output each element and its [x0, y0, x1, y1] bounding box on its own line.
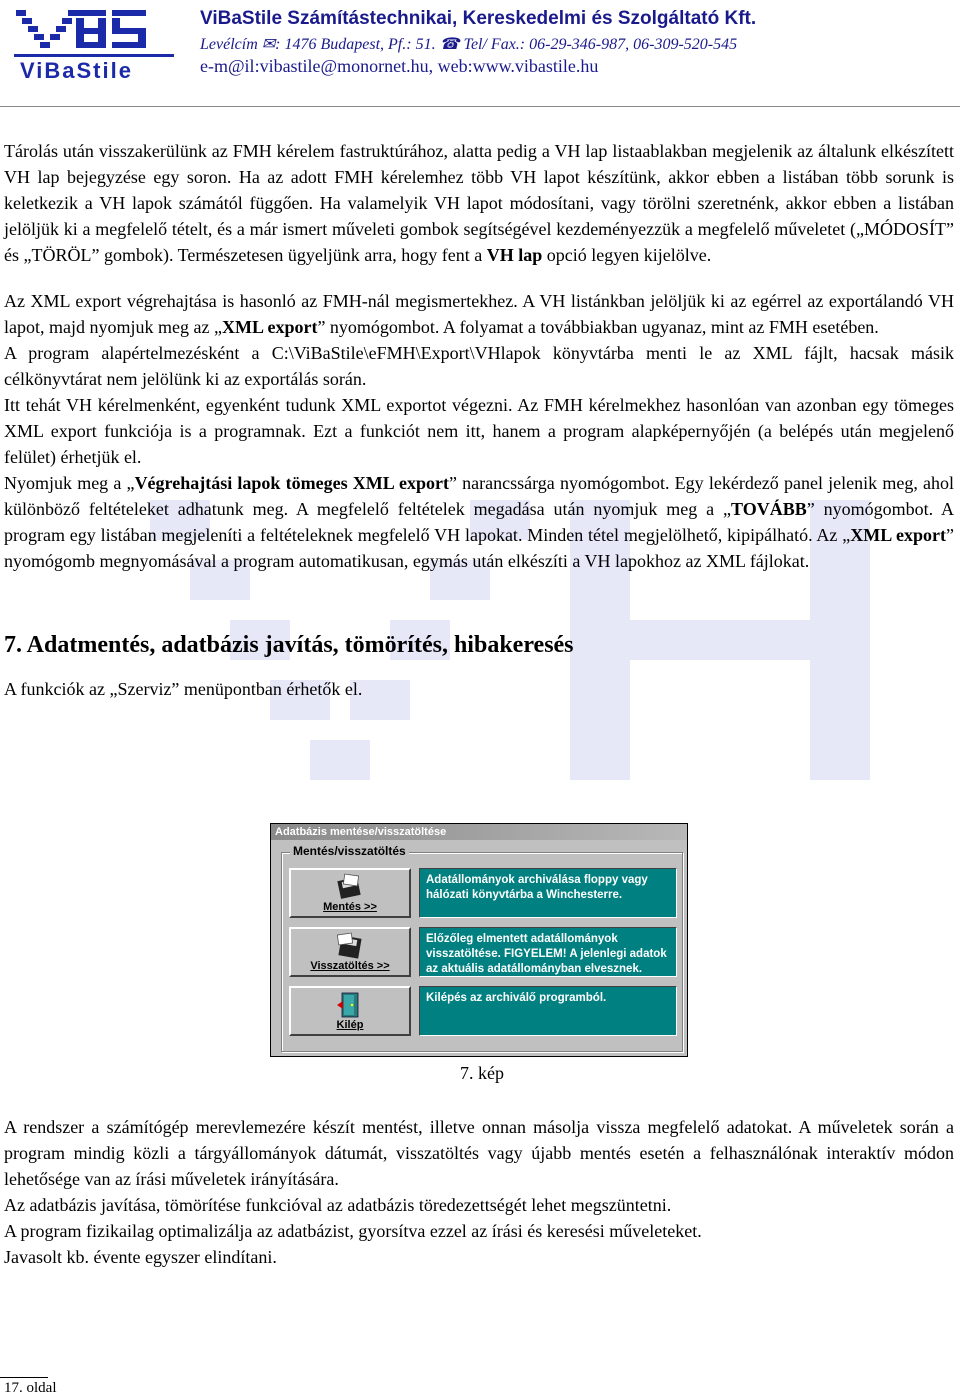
p2-text-b: ” nyomógombot. A folyamat a továbbiakban ugyanaz, mint az FMH esetében. — [317, 317, 879, 337]
floppy-restore-icon — [335, 932, 365, 960]
p5-d: ” nyomógomb megnyomásával a program automatikusan, egymás után elkészíti a VH lapokhoz az XML fájlokat. — [4, 525, 954, 571]
paragraph-optimize: A program fizikailag optimalizálja az adatbázist, gyorsítva ezzel az írási és keresési műveleteket. — [4, 1221, 702, 1241]
p5-bold2: TOVÁBB — [731, 499, 807, 519]
logo-text: ViBaStile — [20, 58, 133, 83]
p5-c: ” nyomógombot. A program egy listában megjeleníti a feltételeknek megfelelő VH lapokat. Minden tétel megjelölhető, kipipálható. Az „ — [4, 499, 955, 545]
exit-button[interactable] — [289, 986, 411, 1036]
backup-button[interactable] — [289, 868, 411, 918]
backup-info: Adatállományok archiválása floppy vagy hálózati könyvtárba a Winchesterre. — [419, 868, 677, 918]
figure-caption: 7. kép — [460, 1063, 504, 1083]
company-address: Levélcím ✉: 1476 Budapest, Pf.: 51. ☎ Tel/ Fax.: 06-29-346-987, 06-309-520-545 — [200, 36, 738, 53]
row-backup — [289, 868, 679, 918]
p1-end: opció legyen kijelölve. — [542, 245, 712, 265]
paragraph-backup-desc: A rendszer a számítógép merevlemezére készít mentést, illetve onnan másolja vissza megfelelő adatokat. A műveletek során a program mindig közli a tárgyállományok dátumát, visszatöltés vagy újabb mentés esetén a felhasználónak interaktív módon lehetősége van az írási műveletek irányítására. — [4, 1117, 954, 1189]
paragraph-repair: Az adatbázis javítása, tömörítése funkcióval az adatbázis töredezettségét lehet megszüntetni. — [4, 1195, 672, 1215]
p5-bold1: Végrehajtási lapok tömeges XML export — [134, 473, 449, 493]
company-info — [200, 8, 950, 77]
company-rest: Számítástechnikai, Kereskedelmi és Szolgáltató Kft. — [282, 8, 757, 29]
exit-button-label: Kilép — [336, 1019, 364, 1031]
backup-dialog-figure — [270, 823, 690, 1059]
groupbox-label: Mentés/visszatöltés — [290, 844, 409, 858]
row-exit — [289, 986, 679, 1036]
page-content-2 — [4, 1114, 954, 1270]
page-content — [4, 138, 954, 702]
paragraph-mass-export: Itt tehát VH kérelmenként, egyenként tudunk XML exportot végezni. Az FMH kérelmekhez hasonlóan van azonban egy tömeges XML export funkciója is a programnak. Ezt a funkciót nem itt, hanem a program alapképernyőjén (a belépés után megjelenő felület) érhetjük el. — [4, 395, 954, 467]
p2-text-a: Az XML export végrehajtása is hasonló az FMH-nál megismertekhez. A VH listánkban jelöljük ki az egérrel az exportálandó VH lapot, majd nyomjuk meg az „ — [4, 291, 954, 337]
section-heading-7: 7. Adatmentés, adatbázis javítás, tömörítés, hibakeresés — [4, 632, 574, 658]
row-restore — [289, 927, 679, 977]
header-rule — [0, 106, 960, 107]
footer-rule — [0, 1377, 48, 1378]
p1-text: Tárolás után visszakerülünk az FMH kérelem fastruktúrához, alatta pedig a VH lap listaablakban megjelenik az általunk elkészített VH lap bejegyzése egy soron. Ha az adott FMH kérelemhez több VH lapot készítünk, akkor ebben a listában több sorunk is keletkezik a VH lapok számától függően. Ha valamelyik VH lapot módosítani, vagy törölni szeretnénk, akkor ebben a listában jelöljük ki a megfelelő tételt, és a már ismert műveleti gombok segítségével kezdeményezzük a megfelelő műveletet („MÓDOSÍT” és „TÖRÖL” gombok). Természetesen ügyeljünk arra, hogy fent a — [4, 141, 954, 265]
paragraph-service-menu: A funkciók az „Szerviz” menüpontban érhetők el. — [4, 679, 363, 699]
paragraph-mass-steps — [4, 470, 954, 574]
backup-dialog — [270, 823, 688, 1057]
dialog-title: Adatbázis mentése/visszatöltése — [271, 824, 687, 840]
p5-b: ” narancssárga nyomógombot. Egy lekérdező panel jelenik meg, ahol különböző feltételeket adhatunk meg. A megfelelő feltételek megadása után nyomjuk meg a „ — [4, 473, 955, 519]
paragraph-fmh — [4, 138, 954, 268]
company-brand: ViBaStile — [200, 8, 283, 29]
exit-door-icon — [335, 991, 365, 1019]
company-contact[interactable]: e-m@il:vibastile@monornet.hu, web:www.vibastile.hu — [200, 56, 599, 76]
p2-bold: XML export — [221, 317, 318, 337]
paragraph-default-path: A program alapértelmezésként a C:\ViBaStile\eFMH\Export\VHlapok könyvtárba menti le az XML fájlt, hacsak másik célkönyvtárat nem jelölünk ki az exportálás során. — [4, 343, 954, 389]
restore-button-label: Visszatöltés >> — [310, 960, 390, 972]
restore-button[interactable] — [289, 927, 411, 977]
company-name — [200, 8, 950, 30]
p5-a: Nyomjuk meg a „ — [4, 473, 135, 493]
p5-bold3: XML export — [850, 525, 946, 545]
page-number: 17. oldal — [4, 1380, 57, 1396]
paragraph-xml-export — [4, 288, 954, 340]
page-header — [0, 0, 960, 110]
floppy-save-icon — [335, 873, 365, 901]
p1-bold: VH lap — [486, 245, 543, 265]
paragraph-yearly: Javasolt kb. évente egyszer elindítani. — [4, 1247, 277, 1267]
restore-info: Előzőleg elmentett adatállományok visszatöltése. FIGYELEM! A jelenlegi adatok az aktuális adatállományban elvesznek. — [419, 927, 677, 977]
backup-button-label: Mentés >> — [323, 901, 377, 913]
exit-info: Kilépés az archiválő programból. — [419, 986, 677, 1036]
vbs-logo — [14, 4, 174, 84]
